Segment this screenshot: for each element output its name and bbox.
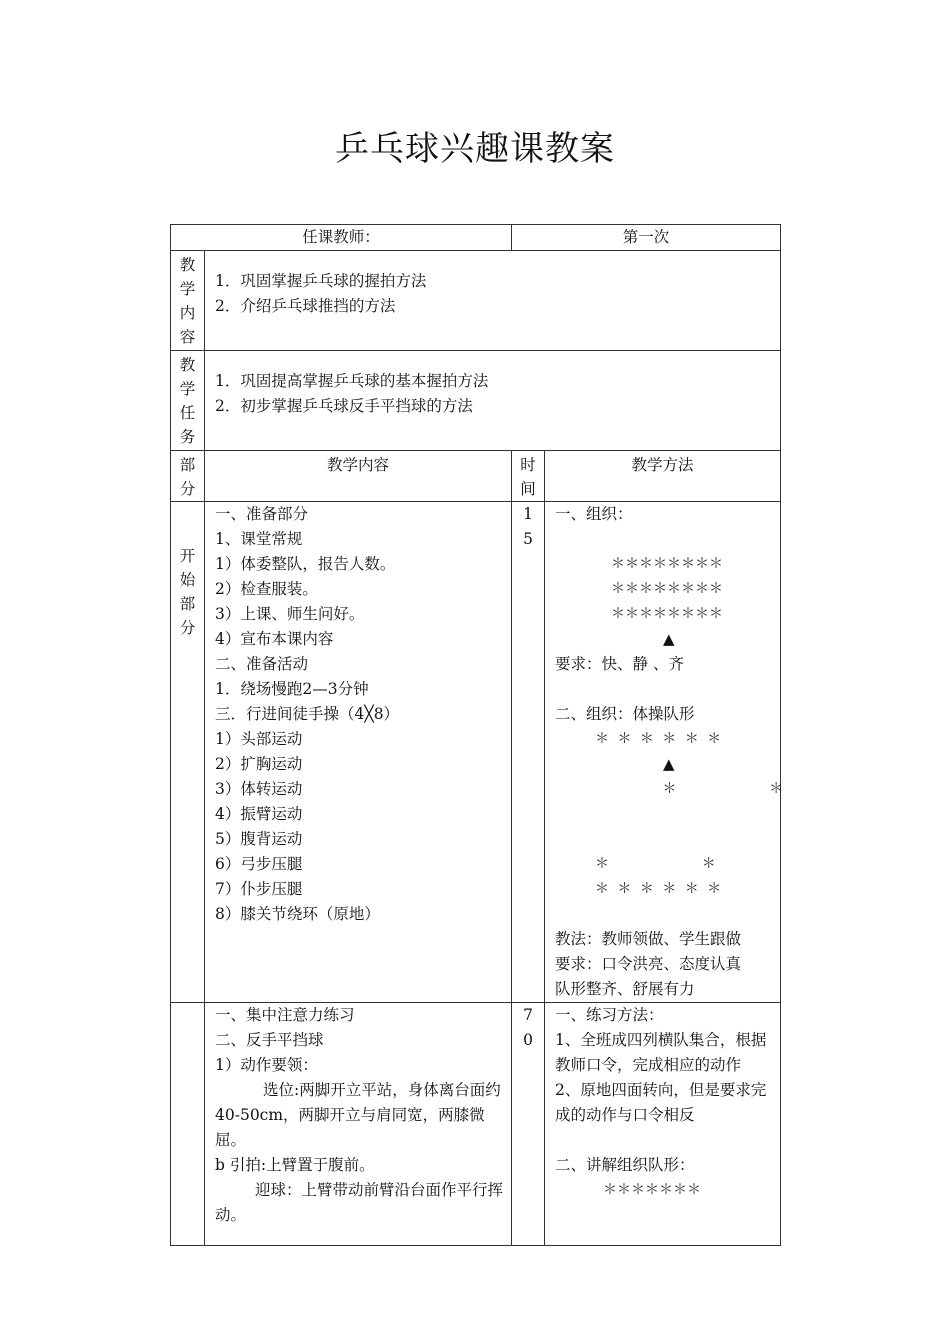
content-items: [205, 251, 781, 351]
col-method: 教学方法: [545, 451, 781, 502]
step: 4）宣布本课内容: [215, 630, 334, 648]
tasks-items: [205, 351, 781, 451]
tasks-row: [171, 351, 781, 451]
formation-row: ＊＊＊＊＊＊＊＊: [611, 581, 724, 597]
step: 5）腹背运动: [215, 830, 303, 848]
formation-row: ＊ ＊: [595, 856, 716, 872]
teacher-label: 任课教师：: [171, 225, 512, 251]
part-start-row: [171, 502, 781, 1003]
header-row: [171, 225, 781, 251]
step: 7）仆步压腿: [215, 880, 303, 898]
formation-row: ＊＊＊＊＊＊＊＊: [611, 606, 724, 622]
formation-row: ＊＊＊＊＊＊＊: [603, 1182, 702, 1198]
step: b 引拍:上臂置于腹前。: [215, 1156, 375, 1174]
part-start-time: 1 5: [512, 502, 545, 1003]
org-heading: 一、组织：: [555, 505, 633, 523]
part-main-row: [171, 1003, 781, 1246]
task-item: 2．初步掌握乒乓球反手平挡球的方法: [215, 397, 473, 415]
lesson-plan-table: [170, 224, 784, 1246]
teacher-marker: ▲: [663, 755, 675, 773]
formation-row: ＊ ＊ ▲: [555, 752, 772, 852]
step: 3）体转运动: [215, 780, 303, 798]
col-content: 教学内容: [205, 451, 512, 502]
teacher-marker: ▲: [663, 630, 675, 648]
method-heading: 二、讲解组织队形：: [555, 1156, 695, 1174]
task-item: 1．巩固提高掌握乒乓球的基本握拍方法: [215, 372, 489, 390]
content-item: 1．巩固掌握乒乓球的握拍方法: [215, 272, 427, 290]
org-heading: 二、组织：体操队形: [555, 705, 695, 723]
part-main-method: [545, 1003, 781, 1246]
step: 1）体委整队，报告人数。: [215, 555, 396, 573]
part-start-content: [205, 502, 512, 1003]
teaching-method: 教法：教师领做、学生跟做: [555, 930, 742, 948]
step: 选位:两脚开立平站，身体离台面约40-50cm，两脚开立与肩同宽，两膝微屈。: [215, 1081, 501, 1149]
part-start-method: [545, 502, 784, 1003]
method-step: 1、全班成四列横队集合，根据教师口令，完成相应的动作: [555, 1031, 767, 1074]
col-time: 时 间: [512, 451, 545, 502]
step: 3）上课、师生问好。: [215, 605, 365, 623]
content-label: 教 学 内 容: [171, 251, 205, 351]
step: 一、准备部分: [215, 505, 309, 523]
content-row: [171, 251, 781, 351]
content-item: 2．介绍乒乓球推挡的方法: [215, 297, 396, 315]
part-main-label: [171, 1003, 205, 1246]
step: 迎球：上臂带动前臂沿台面作平行挥动。: [215, 1181, 504, 1224]
step: 6）弓步压腿: [215, 855, 303, 873]
part-start-label: 开 始 部 分: [171, 502, 205, 1003]
tasks-label: 教 学 任 务: [171, 351, 205, 451]
step: 1、课堂常规: [215, 530, 303, 548]
column-header-row: [171, 451, 781, 502]
step: 1）头部运动: [215, 730, 303, 748]
method-heading: 一、练习方法：: [555, 1006, 664, 1024]
step: 二、反手平挡球: [215, 1031, 324, 1049]
page-title: 乒乓球兴趣课教案: [335, 129, 615, 169]
step: 1）动作要领：: [215, 1056, 318, 1074]
requirement: 队形整齐、舒展有力: [555, 980, 695, 998]
requirement: 要求：快、静 、齐: [555, 655, 684, 673]
formation-row: ＊ ＊ ＊ ＊ ＊ ＊: [595, 881, 722, 897]
step: 二、准备活动: [215, 655, 309, 673]
requirement: 要求：口令洪亮、态度认真: [555, 955, 742, 973]
step: 2）扩胸运动: [215, 755, 303, 773]
step: 4）振臂运动: [215, 805, 303, 823]
method-step: 2、原地四面转向，但是要求完成的动作与口令相反: [555, 1081, 767, 1124]
formation-row: ＊＊＊＊＊＊＊＊: [611, 556, 724, 572]
step: 一、集中注意力练习: [215, 1006, 355, 1024]
step: 三．行进间徒手操（4╳8）: [215, 705, 400, 723]
part-main-time: 7 0: [512, 1003, 545, 1246]
session-label: 第一次: [512, 225, 781, 251]
col-part: 部 分: [171, 451, 205, 502]
step: 2）检查服装。: [215, 580, 318, 598]
formation-row: ＊ ＊ ＊ ＊ ＊ ＊: [595, 731, 722, 747]
step: 8）膝关节绕环（原地）: [215, 905, 380, 923]
step: 1．绕场慢跑2—3分钟: [215, 680, 369, 698]
part-main-content: [205, 1003, 512, 1246]
